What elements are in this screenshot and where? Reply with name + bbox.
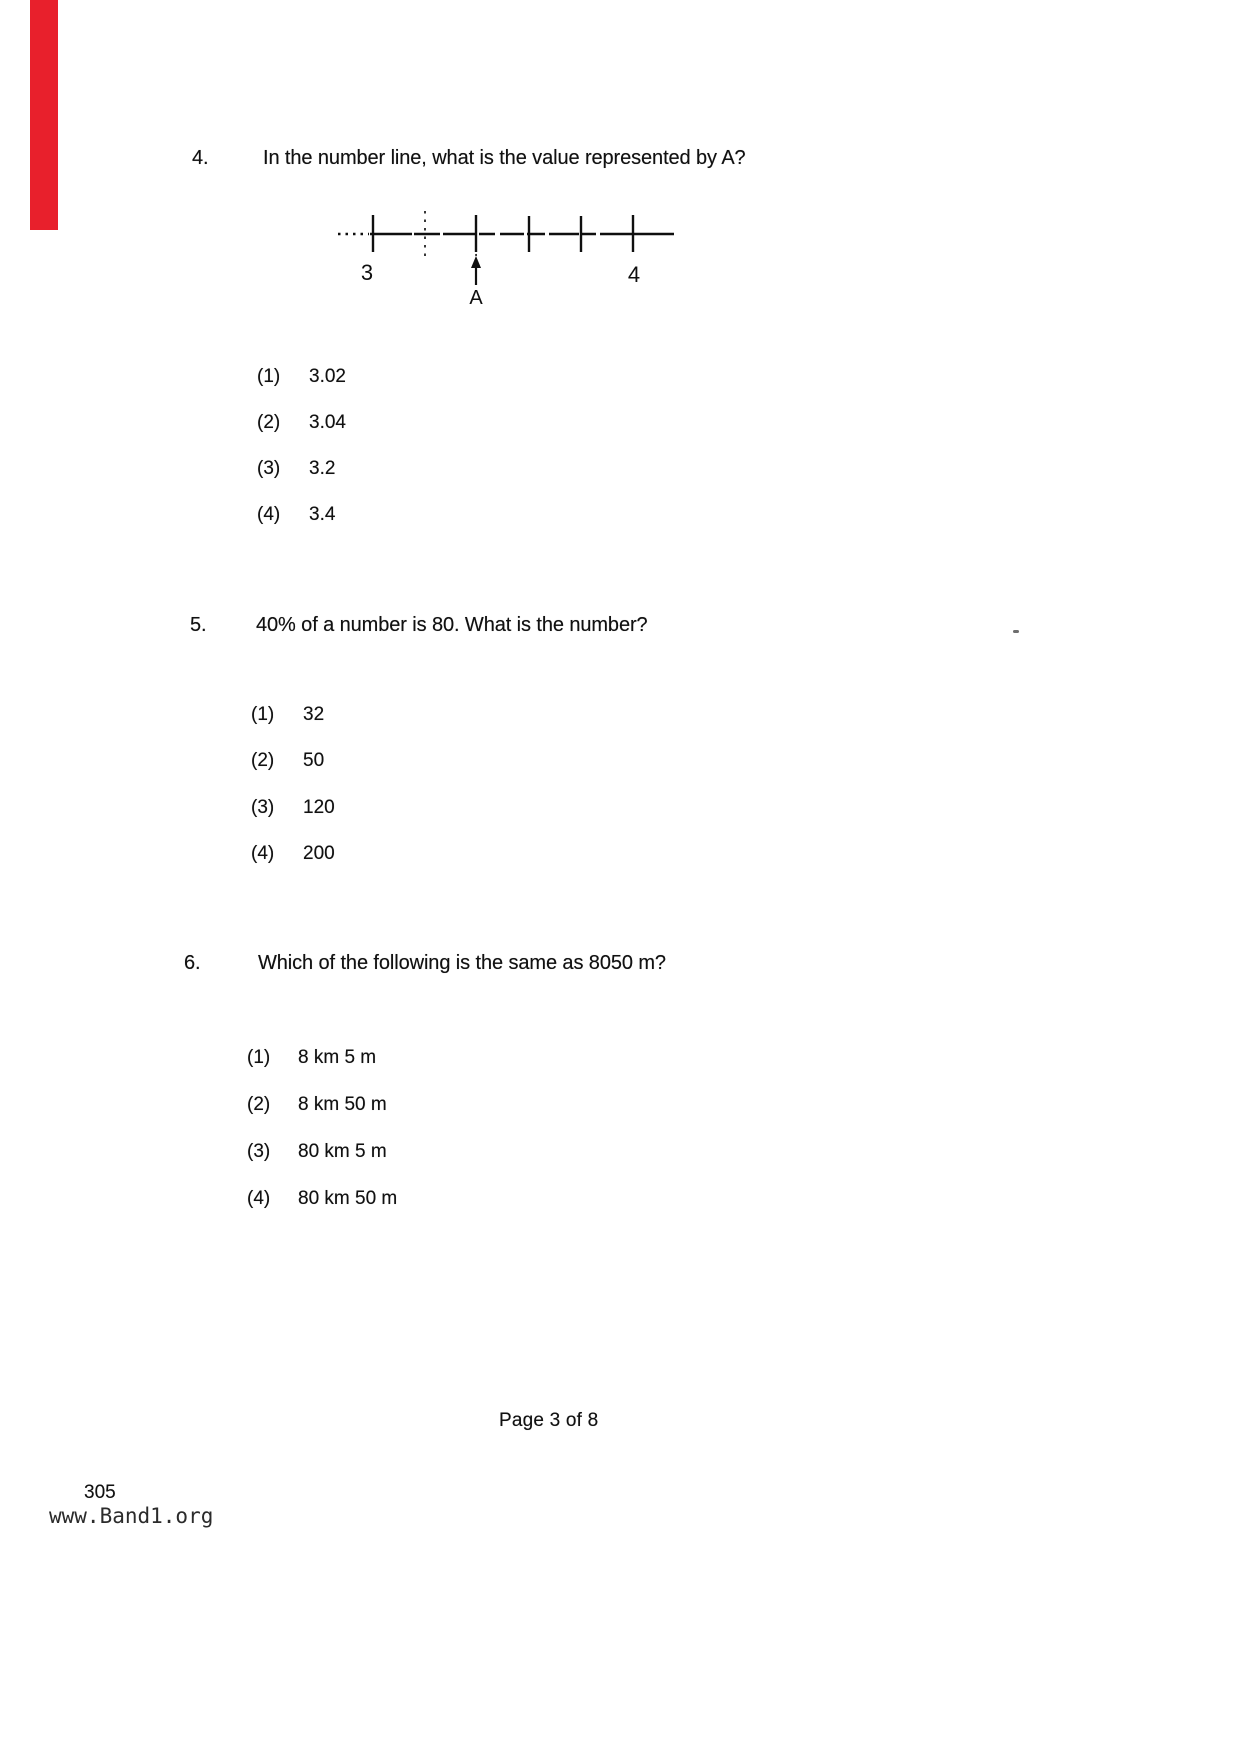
option-label: (2): [257, 412, 281, 433]
number-line-label-4: 4: [627, 262, 641, 287]
question-4-number: 4.: [192, 147, 209, 169]
q5-option-4: [251, 843, 335, 865]
option-label: (4): [247, 1188, 271, 1209]
question-6-text: Which of the following is the same as 8050 m?: [258, 952, 666, 974]
q6-option-3: [247, 1141, 387, 1163]
document-number: 305: [84, 1482, 116, 1503]
page-indicator: Page 3 of 8: [499, 1410, 599, 1431]
option-value: 80 km 5 m: [298, 1141, 387, 1162]
scan-speck-artifact: [1013, 630, 1019, 633]
option-label: (2): [251, 750, 275, 771]
option-value: 50: [303, 750, 325, 771]
q6-option-1: [247, 1047, 376, 1069]
option-value: 120: [303, 797, 335, 818]
option-value: 200: [303, 843, 335, 864]
question-4: [192, 147, 746, 170]
option-value: 8 km 5 m: [298, 1047, 377, 1068]
option-label: (3): [251, 797, 275, 818]
q4-option-1: [257, 366, 346, 388]
option-label: (1): [257, 366, 281, 387]
q4-option-4: [257, 504, 335, 526]
question-5: [190, 614, 648, 637]
question-6: [184, 952, 666, 975]
q6-option-4: [247, 1188, 397, 1210]
option-value: 3.2: [309, 458, 336, 479]
option-value: 8 km 50 m: [298, 1094, 387, 1115]
up-arrow-icon: [471, 256, 481, 285]
option-label: (1): [251, 704, 275, 725]
option-label: (3): [257, 458, 281, 479]
option-value: 3.04: [309, 412, 346, 433]
option-value: 32: [303, 704, 325, 725]
question-5-number: 5.: [190, 614, 207, 636]
question-6-number: 6.: [184, 952, 201, 974]
question-4-text: In the number line, what is the value represented by A?: [263, 147, 746, 169]
option-label: (1): [247, 1047, 271, 1068]
option-label: (4): [251, 843, 275, 864]
option-value: 3.02: [309, 366, 346, 387]
number-line-label-3: 3: [360, 260, 374, 285]
option-label: (2): [247, 1094, 271, 1115]
q4-option-2: [257, 412, 346, 434]
q6-option-2: [247, 1094, 387, 1116]
q4-option-3: [257, 458, 335, 480]
q5-option-2: [251, 750, 324, 772]
option-label: (4): [257, 504, 281, 525]
number-line-pointer-label: A: [469, 287, 483, 309]
q5-option-3: [251, 797, 335, 819]
option-value: 3.4: [309, 504, 336, 525]
number-line-diagram: [336, 203, 681, 313]
question-5-text: 40% of a number is 80. What is the number?: [256, 614, 648, 636]
option-value: 80 km 50 m: [298, 1188, 398, 1209]
q5-option-1: [251, 704, 324, 726]
website-watermark: www.Band1.org: [49, 1504, 214, 1528]
option-label: (3): [247, 1141, 271, 1162]
